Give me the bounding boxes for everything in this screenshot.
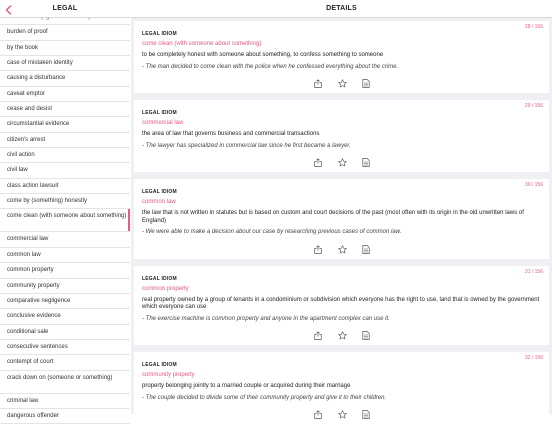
term-list[interactable] — [0, 10, 130, 424]
card-category: LEGAL IDIOM — [142, 189, 177, 195]
sidebar-item[interactable]: comparative negligence — [0, 294, 130, 309]
card-actions — [142, 154, 541, 172]
card-term: common property — [142, 285, 189, 292]
card-term: common law — [142, 199, 176, 205]
document-icon[interactable] — [362, 410, 370, 419]
share-icon[interactable] — [314, 410, 322, 419]
idiom-card — [134, 352, 549, 424]
share-icon[interactable] — [314, 79, 322, 88]
sidebar-item[interactable]: civil action — [0, 148, 130, 163]
card-term: commercial law — [142, 120, 184, 126]
document-icon[interactable] — [362, 79, 370, 88]
sidebar-item[interactable]: community property — [0, 279, 130, 294]
idiom-card — [134, 179, 549, 259]
star-icon[interactable] — [338, 410, 346, 419]
sidebar-item[interactable]: circumstantial evidence — [0, 117, 130, 132]
sidebar-item[interactable]: civil law — [0, 163, 130, 178]
sidebar-item[interactable]: contempt of court — [0, 355, 130, 370]
card-counter: 31 / 156 — [524, 268, 543, 275]
idiom-card — [134, 21, 549, 93]
sidebar-title: LEGAL — [52, 5, 78, 12]
details-header — [131, 0, 552, 18]
card-category: LEGAL IDIOM — [142, 275, 177, 282]
card-actions — [142, 241, 541, 259]
sidebar-item[interactable]: come by (something) honestly — [0, 194, 130, 209]
card-counter: 32 / 156 — [524, 355, 543, 361]
card-category: LEGAL IDIOM — [142, 110, 177, 116]
sidebar-item[interactable]: class action lawsuit — [0, 179, 130, 194]
sidebar-header — [0, 0, 130, 18]
sidebar — [0, 0, 130, 419]
card-counter: 30 / 156 — [524, 182, 543, 188]
sidebar-item[interactable]: causing a disturbance — [0, 71, 130, 86]
share-icon[interactable] — [314, 158, 322, 167]
sidebar-item[interactable]: citizen's arrest — [0, 133, 130, 148]
star-icon[interactable] — [338, 79, 346, 88]
card-term: community property — [142, 372, 195, 378]
sidebar-item[interactable]: common law — [0, 248, 130, 263]
card-definition: to be completely honest with someone about something, to confess something to someone — [142, 52, 384, 58]
document-icon[interactable] — [362, 245, 370, 254]
sidebar-item[interactable]: cease and desist — [0, 102, 130, 117]
sidebar-item[interactable]: conditional sale — [0, 325, 130, 340]
card-counter: 28 / 156 — [524, 24, 543, 30]
card-definition: the area of law that governs business and commercial transactions — [142, 131, 320, 137]
card-actions — [142, 75, 541, 93]
card-actions — [142, 406, 541, 424]
card-example: - The couple decided to divide some of their community property and give it to their children. — [142, 394, 387, 401]
sidebar-item[interactable]: by the book — [0, 41, 130, 56]
card-category: LEGAL IDIOM — [142, 31, 177, 37]
sidebar-item[interactable]: dangerous offender — [0, 409, 130, 424]
sidebar-item[interactable]: commercial law — [0, 232, 130, 247]
document-icon[interactable] — [362, 158, 370, 167]
card-definition: the law that is not written in statutes but is based on custom and court decisions of the past (most often with its origin in the old unwritten laws of England) — [142, 210, 524, 224]
document-icon[interactable] — [362, 331, 370, 340]
details-title: DETAILS — [326, 5, 357, 12]
sidebar-item[interactable]: caveat emptor — [0, 87, 130, 102]
star-icon[interactable] — [338, 158, 346, 167]
share-icon[interactable] — [314, 245, 322, 254]
details-panel[interactable] — [131, 0, 552, 414]
card-definition: real property owned by a group of tenants in a condominium or subdivision which everyone has the right to use, land that is owned by the government which everyone can use — [142, 296, 540, 310]
card-actions — [142, 327, 541, 345]
card-example: - The lawyer has specialized in commercial law since he first became a lawyer. — [142, 142, 351, 149]
card-category: LEGAL IDIOM — [142, 362, 177, 368]
idiom-card — [134, 266, 549, 346]
sidebar-item[interactable]: come clean (with someone about something) — [0, 209, 130, 232]
sidebar-item[interactable]: common property — [0, 263, 130, 278]
card-definition: property belonging jointly to a married couple or acquired during their marriage — [142, 383, 351, 389]
card-example: - We were able to make a decision about our case by researching previous cases of common law. — [142, 229, 402, 235]
share-icon[interactable] — [314, 331, 322, 340]
sidebar-item[interactable]: conclusive evidence — [0, 309, 130, 324]
star-icon[interactable] — [338, 245, 346, 254]
card-counter: 29 / 156 — [524, 103, 543, 109]
idiom-card — [134, 100, 549, 172]
sidebar-item[interactable]: case of mistaken identity — [0, 56, 130, 71]
card-list — [134, 21, 549, 431]
sidebar-item[interactable]: crack down on (someone or something) — [0, 371, 130, 394]
card-example: - The exercise machine is common property and anyone in the apartment complex can use it. — [142, 315, 390, 322]
card-term: come clean (with someone about something) — [142, 41, 262, 47]
sidebar-item[interactable]: criminal law — [0, 394, 130, 409]
card-example: - The man decided to come clean with the police when he confessed everything about the crime. — [142, 63, 399, 70]
star-icon[interactable] — [338, 331, 346, 340]
sidebar-item[interactable]: consecutive sentences — [0, 340, 130, 355]
sidebar-item[interactable]: burden of proof — [0, 25, 130, 40]
